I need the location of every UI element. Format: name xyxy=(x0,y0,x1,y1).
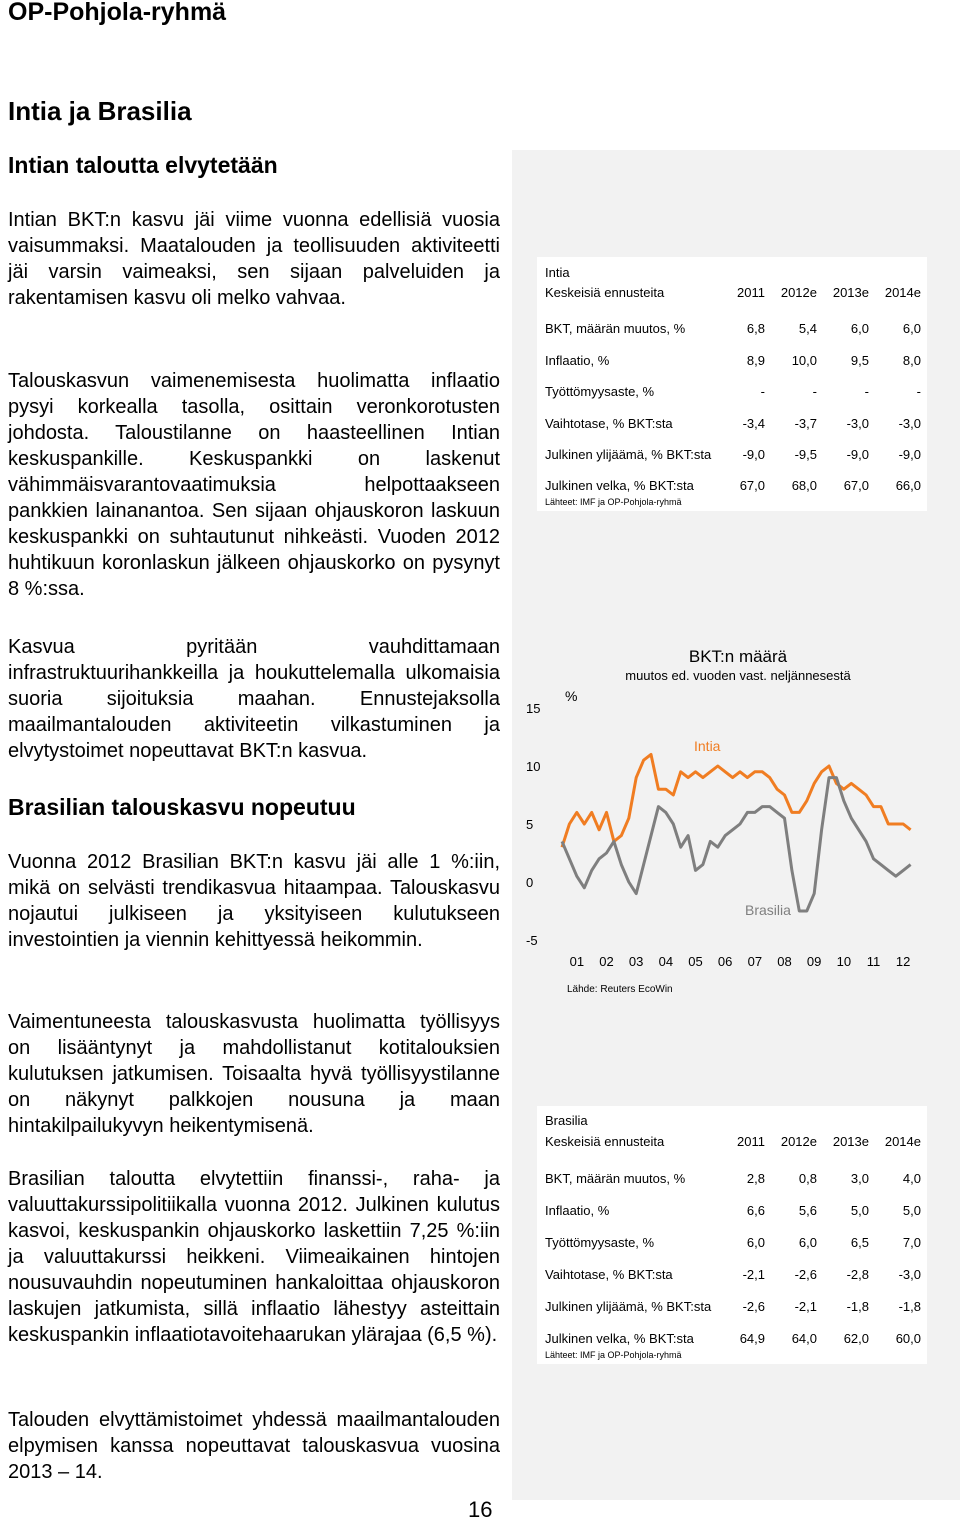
series-line-intia xyxy=(562,754,911,847)
table-cell: -9,0 xyxy=(898,447,921,462)
table-source: Lähteet: IMF ja OP-Pohjola-ryhmä xyxy=(545,1350,682,1360)
page-title: Intia ja Brasilia xyxy=(8,96,192,126)
table-row-label: BKT, määrän muutos, % xyxy=(545,321,686,336)
brand-title: OP-Pohjola-ryhmä xyxy=(8,0,227,26)
chart-source: Lähde: Reuters EcoWin xyxy=(567,984,673,995)
y-tick-label: 5 xyxy=(526,817,534,832)
table-cell: -2,1 xyxy=(794,1299,817,1314)
table-cell: 3,0 xyxy=(850,1171,869,1186)
table-row-label: Julkinen ylijäämä, % BKT:sta xyxy=(545,447,712,462)
x-tick-label: 09 xyxy=(806,954,822,969)
table-cell: 60,0 xyxy=(895,1331,921,1346)
y-tick-label: 15 xyxy=(526,701,541,716)
x-tick-label: 02 xyxy=(599,954,614,969)
table-year: 2013e xyxy=(832,1134,869,1149)
gdp-chart xyxy=(512,630,960,1000)
section-heading-brazil: Brasilian talouskasvu nopeutuu xyxy=(8,794,356,820)
x-tick-label: 11 xyxy=(866,954,881,969)
page-number: 16 xyxy=(468,1497,493,1522)
table-cell: 67,0 xyxy=(739,478,765,493)
series-line-brasilia xyxy=(562,778,911,911)
paragraph-india-3: Kasvua pyritään vauhdittamaan infrastruktuurihankkeilla ja houkuttelemalla ulkomaisia suoria sijoituksia maahan. Ennustejaksolla maailmantalouden aktiviteetin vilkastuminen ja elvytystoimet nopeuttavat BKT:n kasvua. xyxy=(8,636,500,762)
table-cell: 9,5 xyxy=(850,353,869,368)
paragraph-india-1: Intian BKT:n kasvu jäi viime vuonna edellisiä vuosia vaisummaksi. Maatalouden ja teollisuuden aktiviteetti jäi varsin vaimeaksi, sen sijaan palveluiden ja rakentamisen kasvu oli melko vahvaa. xyxy=(8,209,500,309)
table-row-label: Työttömyysaste, % xyxy=(545,1235,655,1250)
forecast-table-brazil xyxy=(537,1106,927,1364)
table-cell: - xyxy=(864,384,869,399)
forecast-table-india xyxy=(537,257,927,511)
table-cell: 8,9 xyxy=(746,353,765,368)
table-row-label: Julkinen ylijäämä, % BKT:sta xyxy=(545,1299,712,1314)
table-cell: 68,0 xyxy=(791,478,817,493)
paragraph-brazil-2: Vaimentuneesta talouskasvusta huolimatta työllisyys on lisääntynyt ja mahdollistanut kotitalouksien kulutuksen jatkumisen. Toisaalta hyvä työllisyystilanne on näkynyt palkkojen nousuna ja maan hintakilpailukyvyn heikentymisenä. xyxy=(8,1011,500,1137)
table-year: 2014e xyxy=(884,1134,921,1149)
section-heading-india: Intian taloutta elvytetään xyxy=(8,152,278,178)
table-cell: 2,8 xyxy=(746,1171,765,1186)
table-cell: -2,6 xyxy=(794,1267,817,1282)
table-year: 2012e xyxy=(780,1134,817,1149)
table-year: 2013e xyxy=(832,285,869,300)
chart-subtitle: muutos ed. vuoden vast. neljännesestä xyxy=(625,668,851,683)
chart-title: BKT:n määrä xyxy=(688,647,788,666)
table-cell: 5,0 xyxy=(902,1203,921,1218)
table-cell: 10,0 xyxy=(791,353,817,368)
table-row-label: Vaihtotase, % BKT:sta xyxy=(545,416,673,431)
table-cell: 6,0 xyxy=(798,1235,817,1250)
table-cell: -9,0 xyxy=(846,447,869,462)
table-cell: 64,0 xyxy=(791,1331,817,1346)
table-year: 2011 xyxy=(737,1134,765,1149)
table-cell: 6,0 xyxy=(902,321,921,336)
x-tick-label: 05 xyxy=(688,954,703,969)
table-country: Brasilia xyxy=(545,1113,588,1128)
table-cell: -3,4 xyxy=(742,416,765,431)
x-tick-label: 12 xyxy=(895,954,911,969)
table-cell: -1,8 xyxy=(846,1299,869,1314)
paragraph-brazil-4: Talouden elvyttämistoimet yhdessä maailmantalouden elpymisen kanssa nopeuttavat talouskasvua vuosina 2013 – 14. xyxy=(8,1409,500,1483)
table-cell: 67,0 xyxy=(843,478,869,493)
table-cell: 5,6 xyxy=(798,1203,817,1218)
table-row-label: Vaihtotase, % BKT:sta xyxy=(545,1267,673,1282)
table-cell: 4,0 xyxy=(902,1171,921,1186)
x-tick-label: 04 xyxy=(658,954,674,969)
table-subtitle: Keskeisiä ennusteita xyxy=(545,1134,665,1149)
table-cell: 6,0 xyxy=(746,1235,765,1250)
x-tick-label: 03 xyxy=(628,954,644,969)
x-tick-label: 01 xyxy=(569,954,585,969)
table-cell: -9,5 xyxy=(794,447,817,462)
paragraph-brazil-1: Vuonna 2012 Brasilian BKT:n kasvu jäi alle 1 %:iin, mikä on selvästi trendikasvua hitaampaa. Talouskasvu nojautui julkiseen ja yksityiseen kulutukseen investointien ja viennin kehittyessä heikommin. xyxy=(8,851,500,951)
table-row-label: Inflaatio, % xyxy=(545,1203,610,1218)
table-cell: -3,0 xyxy=(898,416,921,431)
table-cell: -3,7 xyxy=(794,416,817,431)
y-tick-label: -5 xyxy=(526,933,538,948)
series-label-brazil: Brasilia xyxy=(745,902,791,918)
table-cell: -9,0 xyxy=(742,447,765,462)
table-cell: -1,8 xyxy=(898,1299,921,1314)
gdp-line-chart xyxy=(512,630,960,1000)
table-cell: 64,9 xyxy=(739,1331,765,1346)
table-cell: -3,0 xyxy=(898,1267,921,1282)
table-cell: - xyxy=(812,384,817,399)
table-cell: - xyxy=(916,384,921,399)
table-cell: 6,5 xyxy=(850,1235,869,1250)
table-row-label: Julkinen velka, % BKT:sta xyxy=(545,1331,694,1346)
y-tick-label: 10 xyxy=(526,759,541,774)
table-cell: 6,6 xyxy=(746,1203,765,1218)
table-country: Intia xyxy=(545,265,570,280)
table-year: 2012e xyxy=(780,285,817,300)
table-row-label: BKT, määrän muutos, % xyxy=(545,1171,686,1186)
table-cell: 6,8 xyxy=(746,321,765,336)
series-label-india: Intia xyxy=(694,738,721,754)
table-subtitle: Keskeisiä ennusteita xyxy=(545,285,665,300)
paragraph-india-2: Talouskasvun vaimenemisesta huolimatta inflaatio pysyi korkealla tasolla, osittain veronkorotusten johdosta. Taloustilanne on haasteellinen Intian keskuspankille. Keskuspankki on laskenut vähimmäisvarantovaatimuksia helpottaakseen pankkien lainanantoa. Sen sijaan ohjauskoron laskuun keskuspankki on suhtautunut nihkeästi. Vuoden 2012 huhtikuun koronlaskun jälkeen ohjauskorko on pysynyt 8 %:ssa. xyxy=(8,370,500,600)
table-cell: -2,1 xyxy=(742,1267,765,1282)
table-cell: -3,0 xyxy=(846,416,869,431)
paragraph-brazil-3: Brasilian taloutta elvytettiin finanssi-, raha- ja valuuttakurssipolitiikalla vuonna 2012. Julkinen kulutus kasvoi, keskuspankin ohjauskorko laskettiin 7,25 %:iin ja valuuttakurssi heikkeni. Viimeaikainen hintojen nousuvauhdin nopeutuminen hankaloittaa ohjauskoron laskujen jatkumista, sillä inflaatio lähestyy asteittain keskuspankin inflaatiotavoitehaarukan ylärajaa (6,5 %). xyxy=(8,1168,500,1346)
x-tick-label: 08 xyxy=(777,954,792,969)
x-tick-label: 06 xyxy=(717,954,733,969)
table-cell: -2,8 xyxy=(846,1267,869,1282)
table-source: Lähteet: IMF ja OP-Pohjola-ryhmä xyxy=(545,497,682,507)
table-row-label: Työttömyysaste, % xyxy=(545,384,655,399)
y-tick-label: 0 xyxy=(526,875,534,890)
table-row-label: Inflaatio, % xyxy=(545,353,610,368)
table-cell: 62,0 xyxy=(843,1331,869,1346)
table-cell: 6,0 xyxy=(850,321,869,336)
table-cell: 5,0 xyxy=(850,1203,869,1218)
table-year: 2014e xyxy=(884,285,921,300)
x-tick-label: 07 xyxy=(747,954,763,969)
table-cell: 66,0 xyxy=(895,478,921,493)
table-year: 2011 xyxy=(737,285,765,300)
table-cell: -2,6 xyxy=(742,1299,765,1314)
table-cell: 8,0 xyxy=(902,353,921,368)
table-cell: 7,0 xyxy=(902,1235,921,1250)
table-cell: - xyxy=(760,384,765,399)
table-row-label: Julkinen velka, % BKT:sta xyxy=(545,478,694,493)
table-cell: 5,4 xyxy=(798,321,817,336)
x-tick-label: 10 xyxy=(836,954,852,969)
table-cell: 0,8 xyxy=(798,1171,817,1186)
chart-y-unit: % xyxy=(565,688,578,704)
